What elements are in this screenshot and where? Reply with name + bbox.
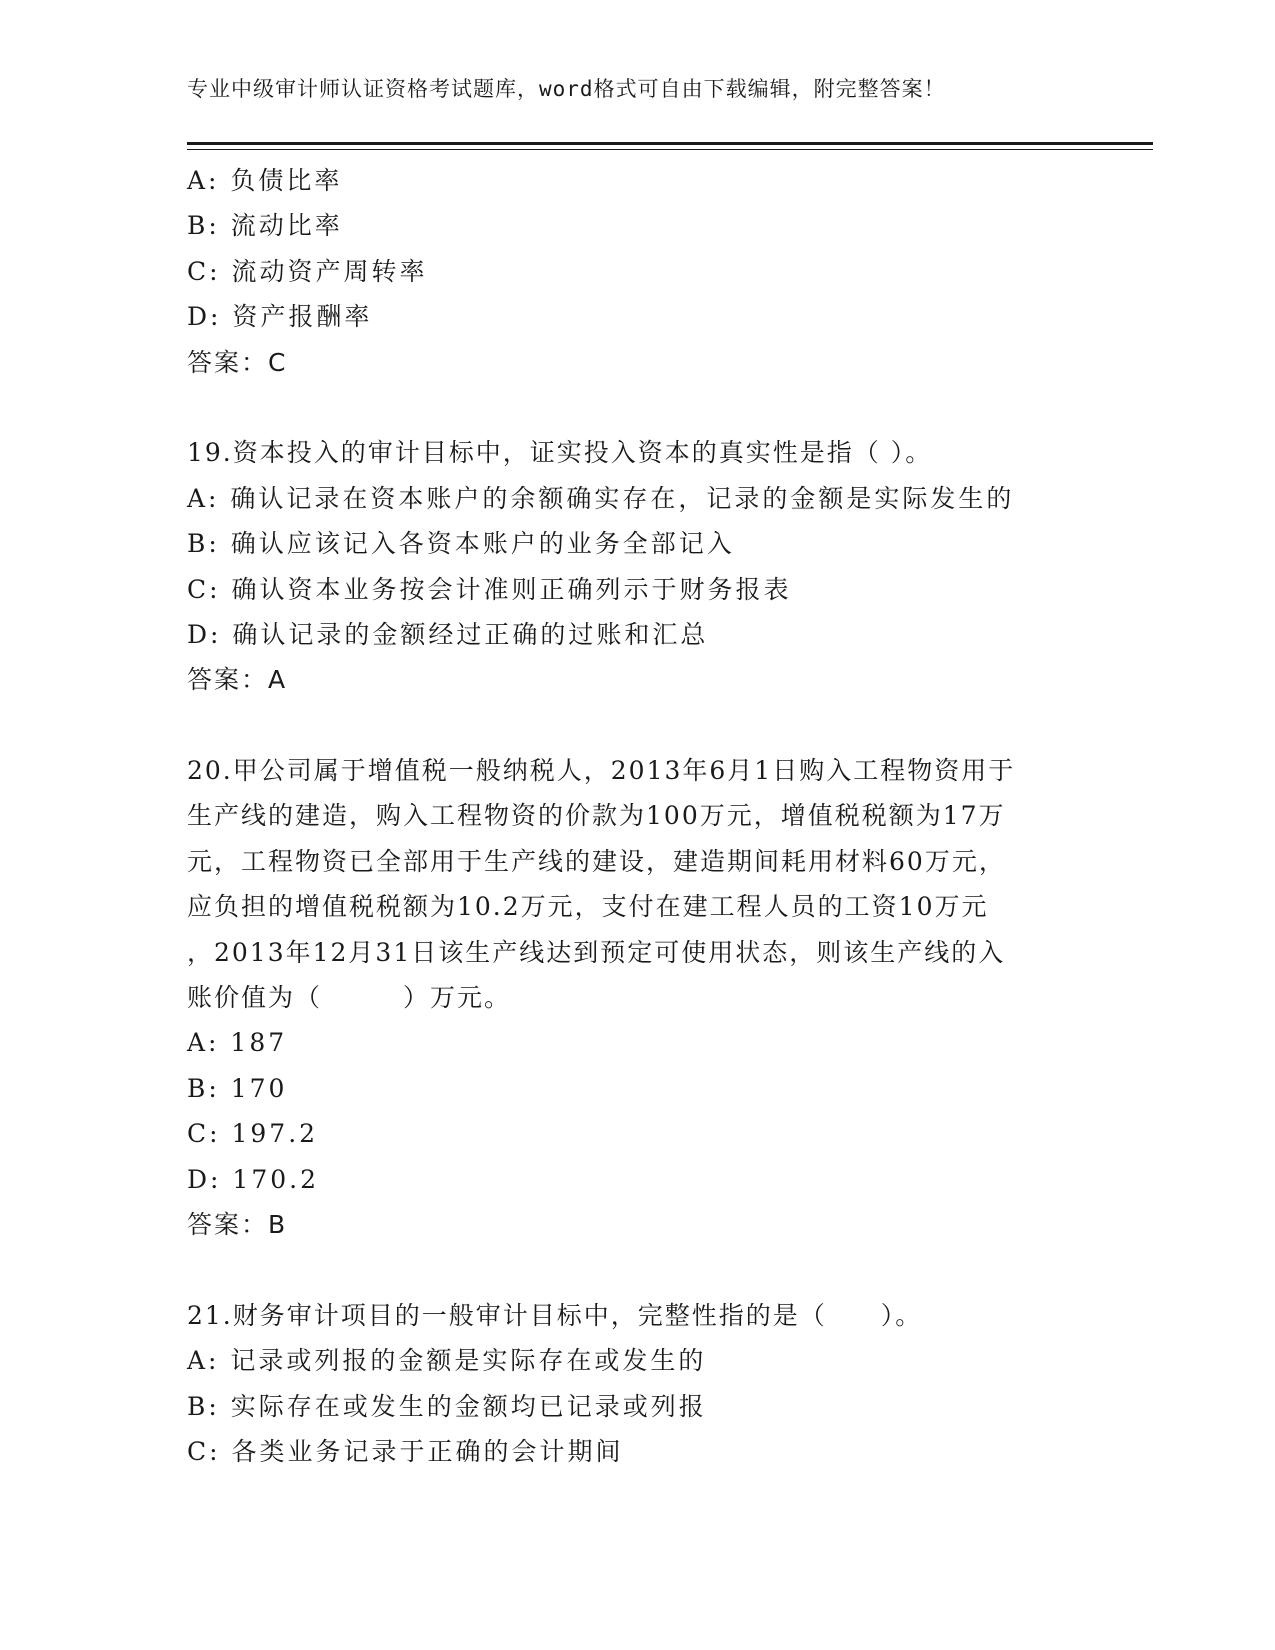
option-c: C: 197.2	[187, 1119, 319, 1149]
question-stem-line: ，2013年12月31日该生产线达到预定可使用状态，则该生产线的入	[187, 937, 1006, 967]
page-header: 专业中级审计师认证资格考试题库，word格式可自由下载编辑，附完整答案！	[187, 77, 946, 101]
spacer	[187, 703, 1087, 748]
option-d: D: 170.2	[187, 1164, 319, 1194]
option-b: B: 170	[187, 1073, 288, 1103]
option-a: A: 记录或列报的金额是实际存在或发生的	[187, 1346, 707, 1376]
spacer	[187, 385, 1087, 430]
option-d: D: 资产报酬率	[187, 302, 373, 332]
spacer	[187, 1247, 1087, 1292]
option-b: B: 实际存在或发生的金额均已记录或列报	[187, 1391, 707, 1421]
option-a: A: 确认记录在资本账户的余额确实存在，记录的金额是实际发生的	[187, 483, 1015, 513]
question-19	[187, 430, 1087, 702]
option-b: B: 确认应该记入各资本账户的业务全部记入	[187, 529, 735, 559]
question-stem: 21.财务审计项目的一般审计目标中，完整性指的是（ ）。	[187, 1300, 923, 1330]
question-18	[187, 158, 1087, 385]
question-stem: 19.资本投入的审计目标中，证实投入资本的真实性是指（ ）。	[187, 438, 933, 468]
option-c: C: 流动资产周转率	[187, 256, 428, 286]
option-b: B: 流动比率	[187, 211, 343, 241]
option-a: A: 187	[187, 1028, 288, 1058]
question-20	[187, 748, 1087, 1247]
option-c: C: 各类业务记录于正确的会计期间	[187, 1436, 624, 1466]
question-stem-line: 20.甲公司属于增值税一般纳税人，2013年6月1日购入工程物资用于	[187, 756, 1016, 786]
question-stem-line: 应负担的增值税税额为10.2万元，支付在建工程人员的工资10万元	[187, 892, 989, 922]
question-stem-line: 生产线的建造，购入工程物资的价款为100万元，增值税税额为17万	[187, 801, 1006, 831]
option-d: D: 确认记录的金额经过正确的过账和汇总	[187, 619, 709, 649]
question-stem-line: 元，工程物资已全部用于生产线的建设，建造期间耗用材料60万元，	[187, 846, 1006, 876]
option-a: A: 负债比率	[187, 166, 343, 195]
question-content	[187, 158, 1087, 1474]
answer: 答案：B	[187, 1209, 288, 1239]
header-rule-thick	[187, 142, 1153, 145]
question-21	[187, 1293, 1087, 1475]
header-rule-thin	[187, 149, 1153, 150]
answer: 答案：A	[187, 665, 288, 695]
question-stem-line: 账价值为（ ）万元。	[187, 983, 512, 1013]
option-c: C: 确认资本业务按会计准则正确列示于财务报表	[187, 574, 792, 604]
answer: 答案：C	[187, 347, 288, 377]
